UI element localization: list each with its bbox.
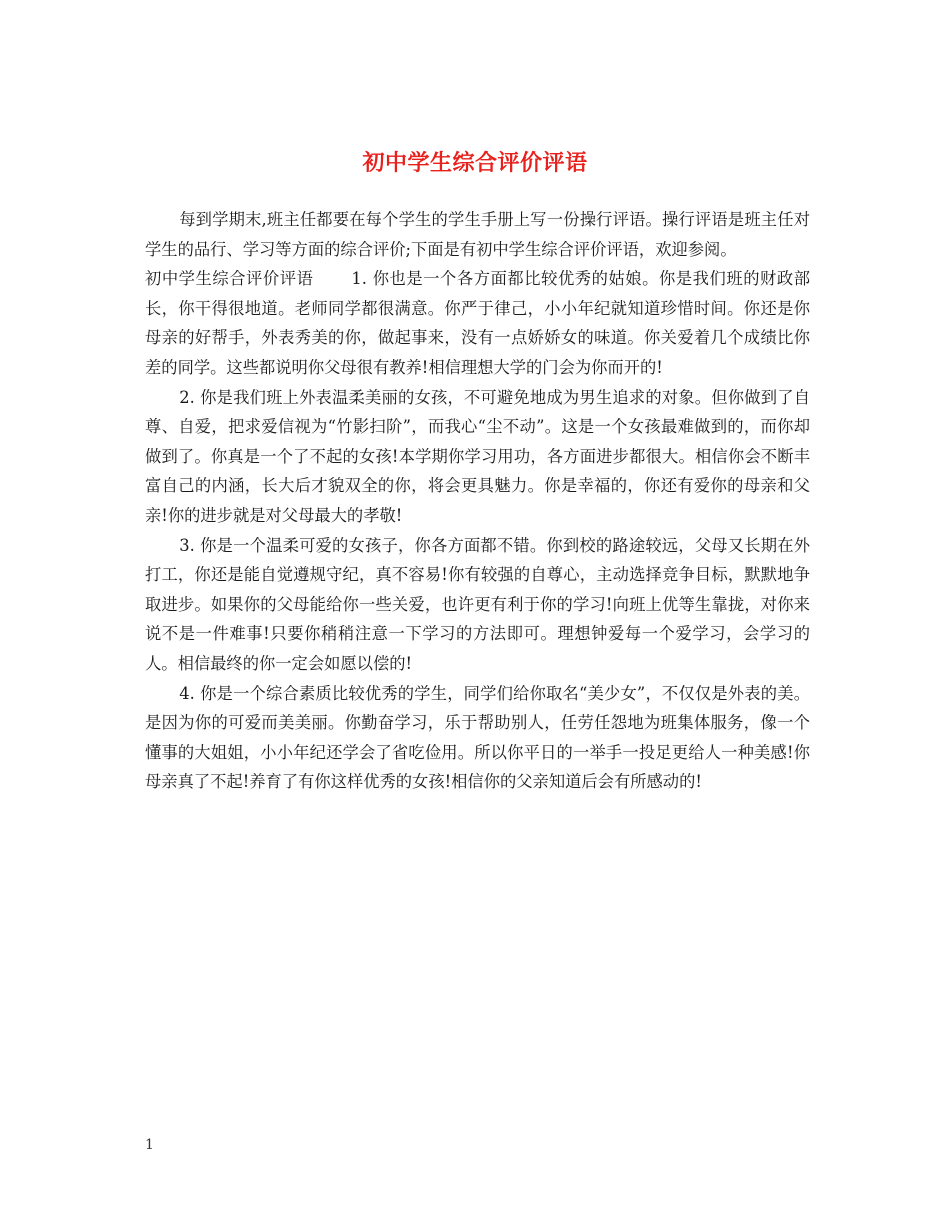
comment-paragraph-1 xyxy=(145,264,810,382)
comment-paragraph-4: 4. 你是一个综合素质比较优秀的学生，同学们给你取名“美少女”，不仅仅是外表的美。是因为你的可爱而美美丽。你勤奋学习，乐于帮助别人，任劳任怨地为班集体服务，像一个懂事的大姐姐，小小年纪还学会了省吃俭用。所以你平日的一举手一投足更给人一种美感!你母亲真了不起!养育了有你这样优秀的女孩!相信你的父亲知道后会有所感动的! xyxy=(145,683,810,792)
intro-paragraph: 每到学期末,班主任都要在每个学生的学生手册上写一份操行评语。操行评语是班主任对学生的品行、学习等方面的综合评价;下面是有初中学生综合评价评语，欢迎参阅。 xyxy=(145,210,810,259)
comment-paragraph-2: 2. 你是我们班上外表温柔美丽的女孩，不可避免地成为男生追求的对象。但你做到了自尊、自爱，把求爱信视为“竹影扫阶”，而我心“尘不动”。这是一个女孩最难做到的，而你却做到了。你真是一个了不起的女孩!本学期你学习用功，各方面进步都很大。相信你会不断丰富自己的内涵，长大后才貌双全的你，将会更具魅力。你是幸福的，你还有爱你的母亲和父亲!你的进步就是对父母最大的孝敬! xyxy=(145,387,810,525)
comment-1-text: 1. 你也是一个各方面都比较优秀的姑娘。你是我们班的财政部长，你干得很地道。老师同学都很满意。你严于律己，小小年纪就知道珍惜时间。你还是你母亲的好帮手，外表秀美的你，做起事来，没有一点娇娇女的味道。你关爱着几个成绩比你差的同学。这些都说明你父母很有教养!相信理想大学的门会为你而开的! xyxy=(145,269,810,377)
comment-paragraph-3: 3. 你是一个温柔可爱的女孩子，你各方面都不错。你到校的路途较远，父母又长期在外打工，你还是能自觉遵规守纪，真不容易!你有较强的自尊心，主动选择竞争目标，默默地争取进步。如果你的父母能给你一些关爱，也许更有利于你的学习!向班上优等生靠拢，对你来说不是一件难事!只要你稍稍注意一下学习的方法即可。理想钟爱每一个爱学习，会学习的人。相信最终的你一定会如愿以偿的! xyxy=(145,535,810,673)
document-body xyxy=(145,205,810,797)
document-title: 初中学生综合评价评语 xyxy=(362,149,588,176)
section-heading: 初中学生综合评价评语 xyxy=(145,269,314,289)
page-number: 1 xyxy=(145,1137,154,1153)
